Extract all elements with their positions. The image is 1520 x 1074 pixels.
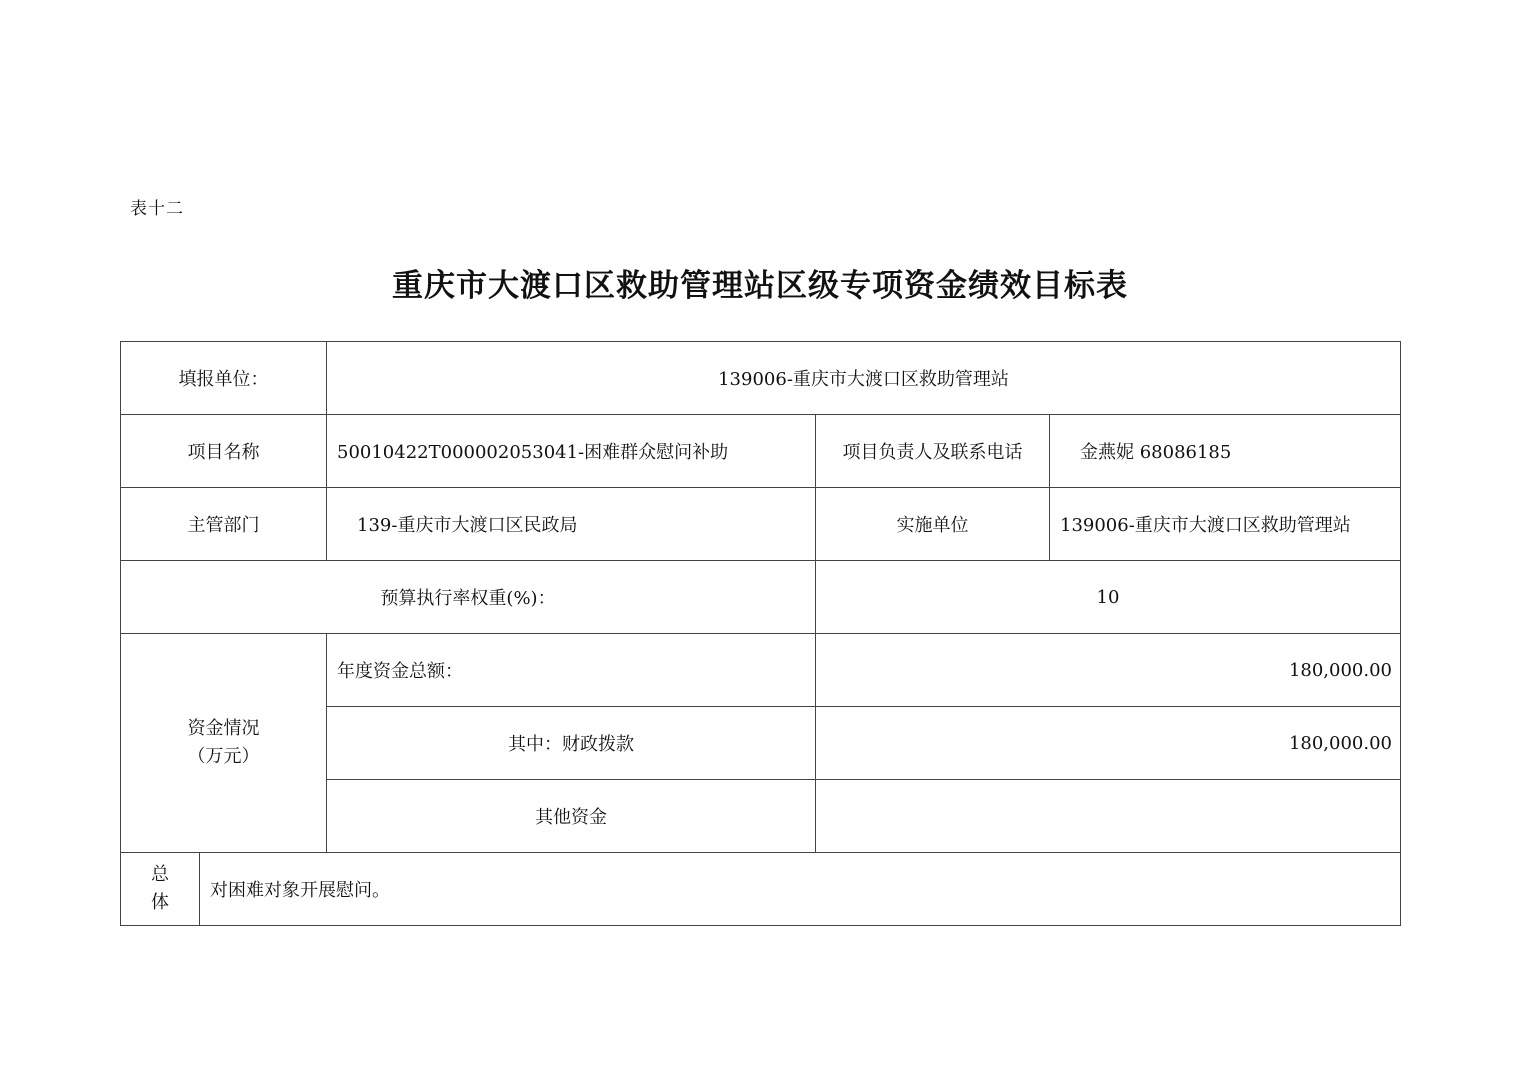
overall-label-line2: 体 <box>151 892 169 913</box>
overall-label <box>121 853 200 926</box>
annual-total-value: 180,000.00 <box>816 634 1401 707</box>
performance-target-table <box>120 341 1401 926</box>
table-row <box>121 853 1401 926</box>
table-row <box>121 634 1401 707</box>
fiscal-label: 其中：财政拨款 <box>327 707 816 780</box>
funds-label-line1: 资金情况 <box>187 718 260 739</box>
table-row <box>121 342 1401 415</box>
responsible-value: 金燕妮 68086185 <box>1050 415 1401 488</box>
other-funds-value <box>816 780 1401 853</box>
table-number: 表十二 <box>130 199 184 219</box>
funds-label <box>121 634 327 853</box>
unit-label: 填报单位： <box>121 342 327 415</box>
responsible-label: 项目负责人及联系电话 <box>816 415 1050 488</box>
overall-label-line1: 总 <box>151 864 169 885</box>
page-title: 重庆市大渡口区救助管理站区级专项资金绩效目标表 <box>392 268 1128 304</box>
project-name-label: 项目名称 <box>121 415 327 488</box>
funds-label-line2: （万元） <box>187 746 260 767</box>
impl-label: 实施单位 <box>816 488 1050 561</box>
project-name-value: 50010422T000002053041-困难群众慰问补助 <box>327 415 816 488</box>
budget-weight-label: 预算执行率权重(%)： <box>121 561 816 634</box>
overall-value: 对困难对象开展慰问。 <box>200 853 1401 926</box>
table-row <box>121 561 1401 634</box>
dept-label: 主管部门 <box>121 488 327 561</box>
table-row <box>121 415 1401 488</box>
other-funds-label: 其他资金 <box>327 780 816 853</box>
impl-value: 139006-重庆市大渡口区救助管理站 <box>1050 488 1401 561</box>
fiscal-value: 180,000.00 <box>816 707 1401 780</box>
table-row <box>121 488 1401 561</box>
dept-value: 139-重庆市大渡口区民政局 <box>327 488 816 561</box>
budget-weight-value: 10 <box>816 561 1401 634</box>
annual-total-label: 年度资金总额： <box>327 634 816 707</box>
unit-value: 139006-重庆市大渡口区救助管理站 <box>327 342 1401 415</box>
